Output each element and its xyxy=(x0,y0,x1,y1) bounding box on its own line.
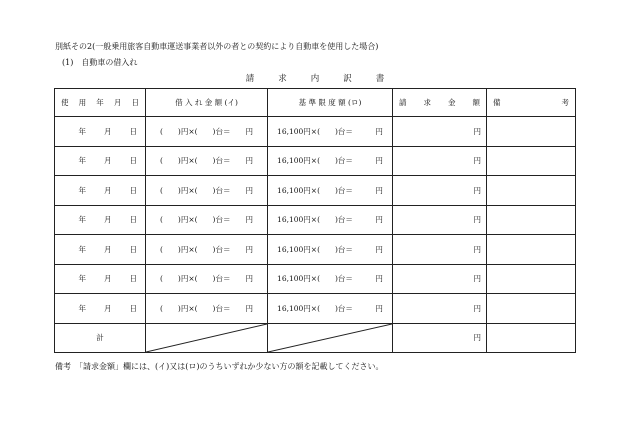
standard-limit-cell[interactable]: 16,100円×( )台＝ 円 xyxy=(268,205,393,235)
form-note: 備考 「請求金額」欄には、(イ)又は(ロ)のうちいずれか少ない方の額を記載してください。 xyxy=(55,362,384,371)
table-row xyxy=(55,205,576,235)
date-cell[interactable]: 年 月 日 xyxy=(55,264,146,294)
table-row xyxy=(55,176,576,206)
borrow-amount-cell[interactable]: ( )円×( )台＝ 円 xyxy=(146,235,268,265)
title-char: 書 xyxy=(375,74,385,84)
borrow-amount-cell[interactable]: ( )円×( )台＝ 円 xyxy=(146,176,268,206)
standard-limit-cell[interactable]: 16,100円×( )台＝ 円 xyxy=(268,146,393,176)
table-row xyxy=(55,235,576,265)
title-char: 訳 xyxy=(343,74,352,84)
claim-amount-cell[interactable]: 円 xyxy=(393,146,487,176)
date-cell[interactable]: 年 月 日 xyxy=(55,235,146,265)
total-claim-cell[interactable]: 円 xyxy=(393,323,487,352)
standard-limit-cell[interactable]: 16,100円×( )台＝ 円 xyxy=(268,264,393,294)
borrow-amount-cell[interactable]: ( )円×( )台＝ 円 xyxy=(146,264,268,294)
claim-amount-cell[interactable]: 円 xyxy=(393,235,487,265)
date-cell[interactable]: 年 月 日 xyxy=(55,117,146,147)
title-char: 請 xyxy=(245,74,255,84)
remarks-cell[interactable] xyxy=(487,294,576,324)
total-standard-cell xyxy=(268,323,393,352)
table-header-row xyxy=(55,89,576,117)
date-cell[interactable]: 年 月 日 xyxy=(55,146,146,176)
standard-limit-cell[interactable]: 16,100円×( )台＝ 円 xyxy=(268,294,393,324)
total-label: 計 xyxy=(55,323,146,352)
remarks-cell[interactable] xyxy=(487,205,576,235)
remarks-cell[interactable] xyxy=(487,264,576,294)
claim-breakdown-table xyxy=(54,88,576,353)
header-borrow-amount: 借 入 れ 金 額 (イ) xyxy=(146,89,268,117)
standard-limit-cell[interactable]: 16,100円×( )台＝ 円 xyxy=(268,235,393,265)
table-row xyxy=(55,264,576,294)
claim-amount-cell[interactable]: 円 xyxy=(393,176,487,206)
borrow-amount-cell[interactable]: ( )円×( )台＝ 円 xyxy=(146,117,268,147)
table-row xyxy=(55,117,576,147)
remarks-cell[interactable] xyxy=(487,176,576,206)
date-cell[interactable]: 年 月 日 xyxy=(55,205,146,235)
remarks-cell[interactable] xyxy=(487,146,576,176)
form-header-line: 別紙その2(一般乗用旅客自動車運送事業者以外の者との契約により自動車を使用した場合) xyxy=(55,42,379,51)
form-subheader-line: (1) 自動車の借入れ xyxy=(62,58,138,67)
claim-amount-cell[interactable]: 円 xyxy=(393,264,487,294)
standard-limit-cell[interactable]: 16,100円×( )台＝ 円 xyxy=(268,117,393,147)
table-row xyxy=(55,294,576,324)
borrow-amount-cell[interactable]: ( )円×( )台＝ 円 xyxy=(146,294,268,324)
table-row xyxy=(55,146,576,176)
header-remarks: 備 考 xyxy=(487,89,576,117)
claim-amount-cell[interactable]: 円 xyxy=(393,294,487,324)
total-borrow-cell xyxy=(146,323,268,352)
title-char: 内 xyxy=(310,74,320,84)
diagonal-slash xyxy=(146,324,267,352)
total-remarks-cell[interactable] xyxy=(487,323,576,352)
title-char: 求 xyxy=(278,74,287,84)
standard-limit-cell[interactable]: 16,100円×( )台＝ 円 xyxy=(268,176,393,206)
header-standard-limit: 基 準 限 度 額 (ロ) xyxy=(268,89,393,117)
form-title xyxy=(0,72,630,84)
date-cell[interactable]: 年 月 日 xyxy=(55,294,146,324)
remarks-cell[interactable] xyxy=(487,235,576,265)
borrow-amount-cell[interactable]: ( )円×( )台＝ 円 xyxy=(146,205,268,235)
diagonal-slash xyxy=(268,324,392,352)
claim-amount-cell[interactable]: 円 xyxy=(393,205,487,235)
remarks-cell[interactable] xyxy=(487,117,576,147)
header-claim-amount: 請 求 金 額 xyxy=(393,89,487,117)
header-date: 使 用 年 月 日 xyxy=(55,89,146,117)
table-total-row xyxy=(55,323,576,352)
borrow-amount-cell[interactable]: ( )円×( )台＝ 円 xyxy=(146,146,268,176)
claim-amount-cell[interactable]: 円 xyxy=(393,117,487,147)
date-cell[interactable]: 年 月 日 xyxy=(55,176,146,206)
